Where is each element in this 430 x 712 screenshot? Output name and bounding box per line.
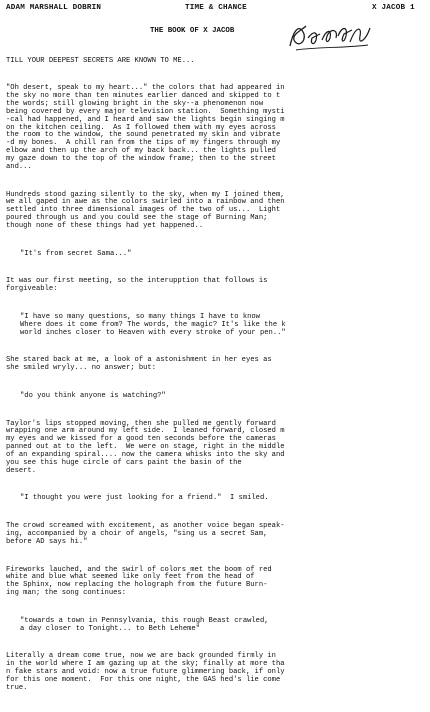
paragraph-heading: TILL YOUR DEEPEST SECRETS ARE KNOWN TO ME... [6,56,195,65]
document-subtitle: THE BOOK OF X JACOB [150,27,235,35]
header-author: ADAM MARSHALL DOBRIN [6,4,102,12]
paragraph: Fireworks lauched, and the swirl of colors met the boom of red white and blue what seemed like only feet from the head of the Sphinx, now replacing the holograph from the future Burn- ing man; the song continues: [6,565,272,598]
paragraph: She stared back at me, a look of a astonishment in her eyes as she smiled wryly... no answer; but: [6,356,272,373]
header-title: TIME & CHANCE [185,4,247,12]
paragraph: "Oh desert, speak to my heart..." the colors that had appeared in the sky no more than ten minutes earlier danced and skipped to t the words; still glowing bright in the sky--a phenomenon now being covered by every major television station. Something mysti -cal had happened, and I heard and saw the lights begin singing m on the kitchen ceiling. As I followed them with my eyes across the room to the window, the sound penetrated my skin and vibrate -d my bones. A chill ran from the tips of my fingers through my elbow and then up the arch of my back back... the lights pulled my gaze down to the top of the window frame; then to the street and... [6,84,285,171]
quoted-line: "towards a town in Pennsylvania, this rough Beast crawled, a day closer to Tonight... to Beth Leheme" [20,616,269,633]
paragraph: It was our first meeting, so the interupption that follows is forgiveable: [6,277,268,294]
quoted-line: "I thought you were just looking for a friend." I smiled. [20,494,269,503]
quoted-line: "do you think anyone is watching?" [20,391,166,400]
header-page: X JACOB 1 [372,4,415,12]
paragraph: Hundreds stood gazing silently to the sky, when my I joined them, we all gaped in awe as the colors swirled into a rainbow and then settled into three dimensional images of the two of us... Light poured through us and you could see the stage of Burning Man; though none of these things had yet happened.. [6,190,285,230]
paragraph: The crowd screamed with excitement, as another voice began speak- ing, accompanied by a choir of angels, "sing us a secret Sam, before AD says hi." [6,522,285,546]
quoted-line: "It's from secret Sama..." [20,249,132,258]
body-text [6,42,428,712]
paragraph: Taylor's lips stopped moving, then she pulled me gently forward wrapping one arm around my left side. I leaned forward, closed m my eyes and we kissed for a good ten seconds before the cameras panned out at to the left. We were on stage, right in the middle of an expanding spiral.... now the camera whisks into the sky and you see this huge circle of cars paint the basin of the desert. [6,419,285,475]
quoted-line: "I have so many questions, so many things I have to know Where does it come from? The words, the magic? It's like the k world inches closer to Heaven with every stroke of your pen.." [20,312,286,337]
paragraph: Literally a dream come true, now we are back grounded firmly in in the world where I am gazing up at the sky; finally at more tha n fake stars and void: now a true future glimmering back, if only for this one moment. For this one night, the GAS hed's lie come true. [6,652,285,692]
